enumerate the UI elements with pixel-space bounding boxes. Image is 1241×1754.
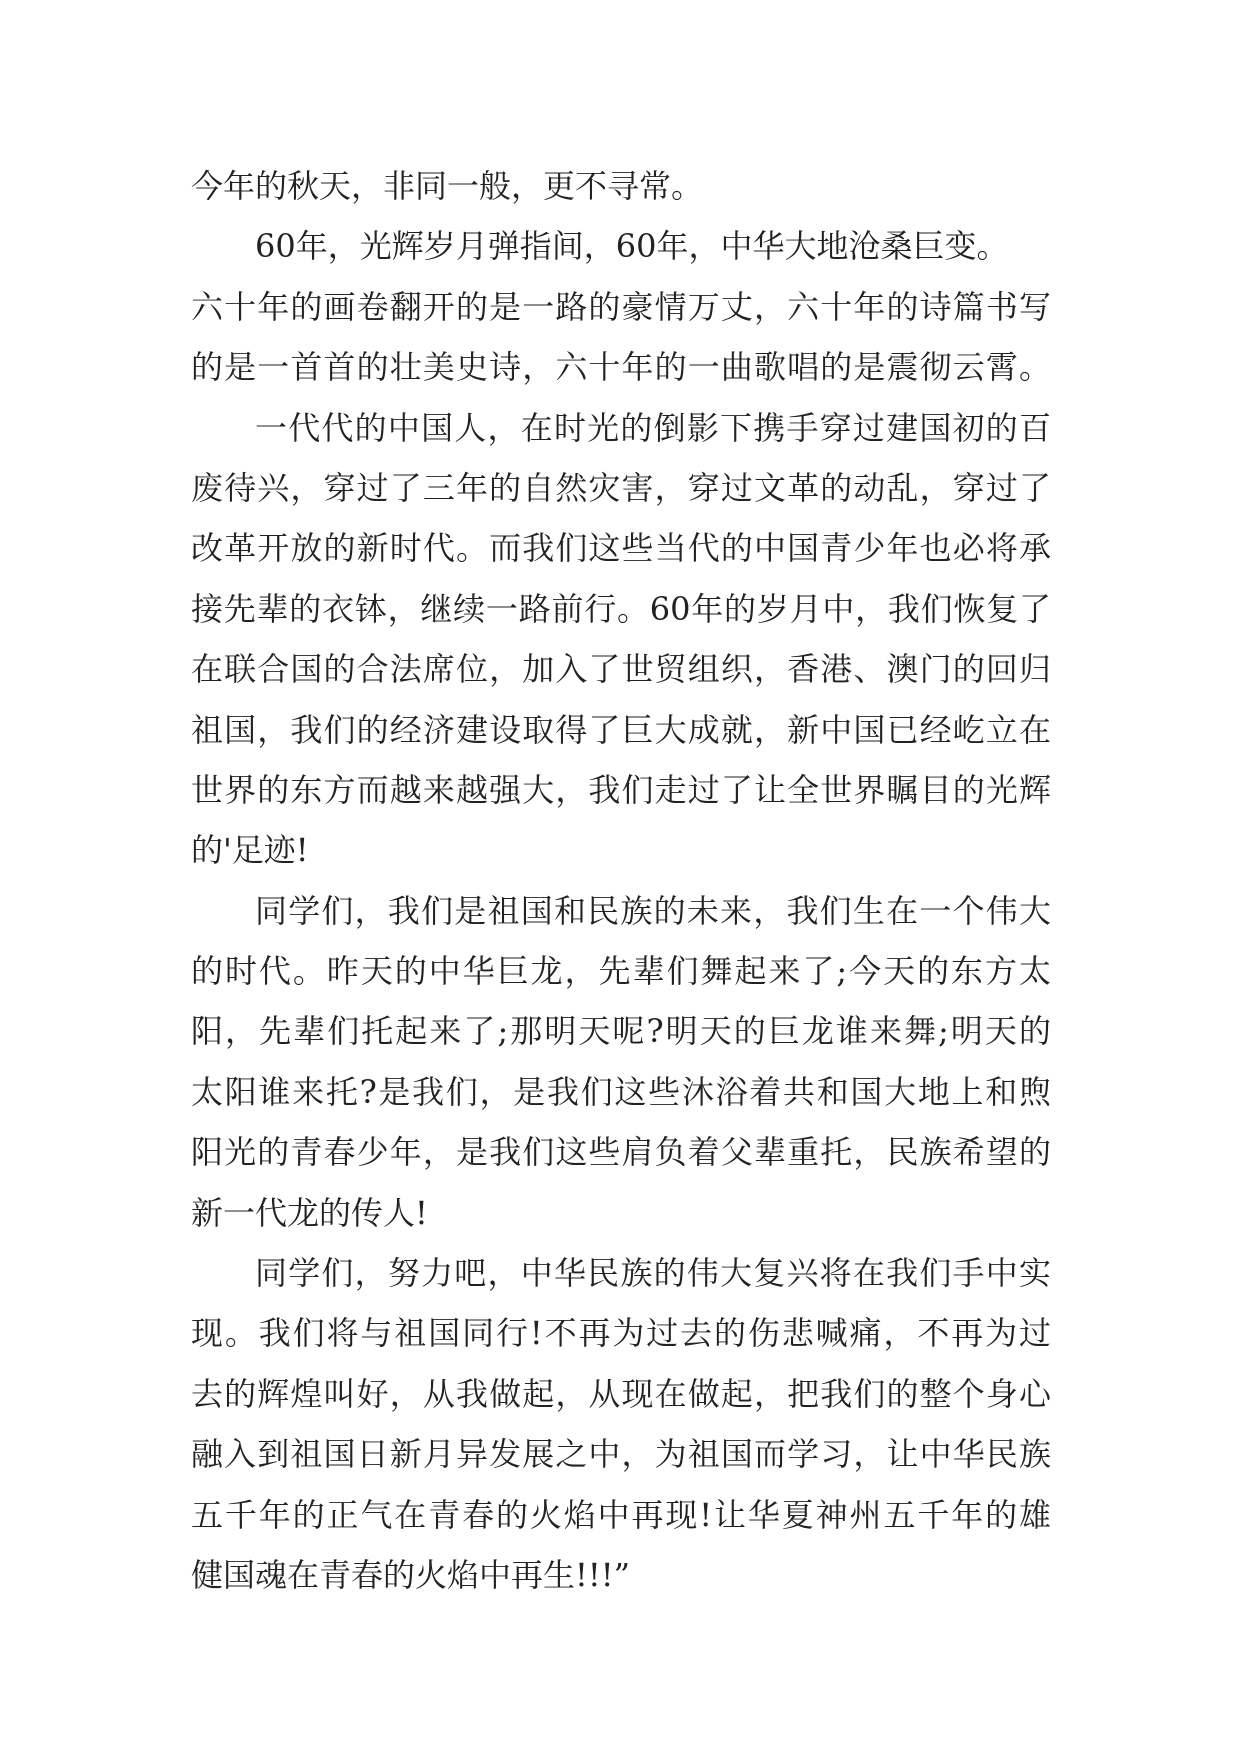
paragraph-line: 的'足迹! <box>191 831 309 870</box>
paragraph-line: 融入到祖国日新月异发展之中，为祖国而学习，让中华民族 <box>191 1435 1051 1474</box>
paragraph-line: 阳，先辈们托起来了;那明天呢?明天的巨龙谁来舞;明天的 <box>191 1012 1051 1051</box>
paragraph-line: 阳光的青春少年，是我们这些肩负着父辈重托，民族希望的 <box>191 1133 1051 1172</box>
document-body <box>191 156 1051 1605</box>
paragraph-line: 同学们，努力吧，中华民族的伟大复兴将在我们手中实 <box>255 1254 1051 1293</box>
paragraph-line: 祖国，我们的经济建设取得了巨大成就，新中国已经屹立在 <box>191 710 1051 749</box>
paragraph-line: 新一代龙的传人! <box>191 1193 428 1232</box>
paragraph-line: 六十年的画卷翻开的是一路的豪情万丈，六十年的诗篇书写 <box>191 287 1051 326</box>
paragraph-line: 今年的秋天，非同一般，更不寻常。 <box>191 167 704 205</box>
paragraph-line: 世界的东方而越来越强大，我们走过了让全世界瞩目的光辉 <box>191 770 1051 809</box>
paragraph-line: 太阳谁来托?是我们，是我们这些沐浴着共和国大地上和煦 <box>191 1072 1051 1111</box>
paragraph-line: 废待兴，穿过了三年的自然灾害，穿过文革的动乱，穿过了 <box>191 468 1051 507</box>
paragraph-line: 健国魂在青春的火焰中再生!!!” <box>191 1555 630 1594</box>
paragraph-line: 一代代的中国人，在时光的倒影下携手穿过建国初的百 <box>255 408 1051 447</box>
paragraph-line: 接先辈的衣钵，继续一路前行。60年的岁月中，我们恢复了 <box>191 589 1051 628</box>
paragraph-line: 改革开放的新时代。而我们这些当代的中国青少年也必将承 <box>191 529 1051 568</box>
paragraph-line: 去的辉煌叫好，从我做起，从现在做起，把我们的整个身心 <box>191 1374 1051 1413</box>
paragraph-line: 在联合国的合法席位，加入了世贸组织，香港、澳门的回归 <box>191 650 1051 689</box>
paragraph-line: 的是一首首的壮美史诗，六十年的一曲歌唱的是震彻云霄。 <box>191 348 1051 387</box>
paragraph-line: 五千年的正气在青春的火焰中再现!让华夏神州五千年的雄 <box>191 1495 1051 1534</box>
paragraph-line: 同学们，我们是祖国和民族的未来，我们生在一个伟大 <box>255 891 1051 930</box>
paragraph-line: 60年，光辉岁月弹指间，60年，中华大地沧桑巨变。 <box>255 227 1009 266</box>
paragraph-line: 的时代。昨天的中华巨龙，先辈们舞起来了;今天的东方太 <box>191 952 1051 991</box>
paragraph-line: 现。我们将与祖国同行!不再为过去的伤悲喊痛，不再为过 <box>191 1314 1051 1353</box>
